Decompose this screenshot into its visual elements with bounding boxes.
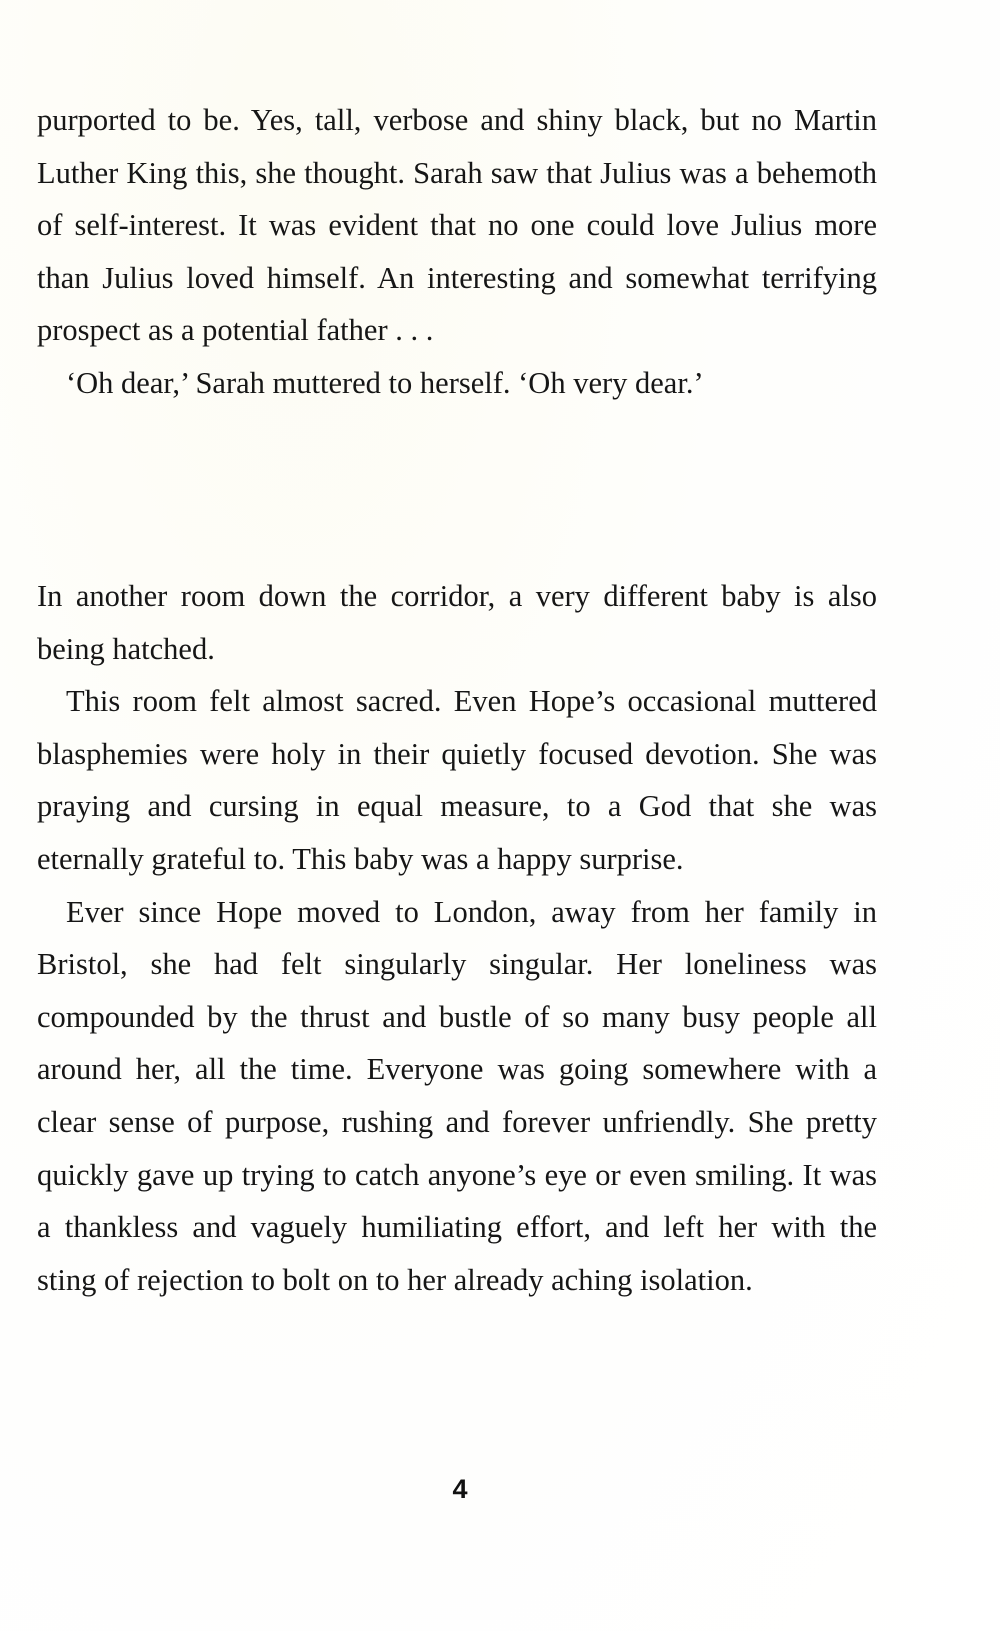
paragraph-dialogue: ‘Oh dear,’ Sarah muttered to herself. ‘Oh very dear.’ [66,365,704,400]
paragraph-section-opening: In another room down the corridor, a very different baby is also being hatched. [37,579,877,666]
paragraph-continued: purported to be. Yes, tall, verbose and shiny black, but no Martin Luther King this, she thought. Sarah saw that Julius was a behemoth of self-interest. It was evident that no one could love Julius more than Julius loved himself. An interesting and somewhat terrifying prospect as a potential father . . . [37,103,877,348]
text-section-1 [37,94,877,410]
text-section-2 [37,570,877,1306]
paragraph-london-loneliness: Ever since Hope moved to London, away from her family in Bristol, she had felt singularly singular. Her loneliness was compounded by the thrust and bustle of so many busy people all around her, all the time. Everyone was going somewhere with a clear sense of purpose, rushing and forever unfriendly. She pretty quickly gave up trying to catch anyone’s eye or even smiling. It was a thankless and vaguely humiliating effort, and left her with the sting of rejection to bolt on to her already aching isolation. [37,894,877,1297]
page-number: 4 [452,1474,468,1504]
paragraph-sacred-room: This room felt almost sacred. Even Hope’s occasional muttered blasphemies were holy in their quietly focused devotion. She was praying and cursing in equal measure, to a God that she was eternally grateful to. This baby was a happy surprise. [37,684,877,876]
